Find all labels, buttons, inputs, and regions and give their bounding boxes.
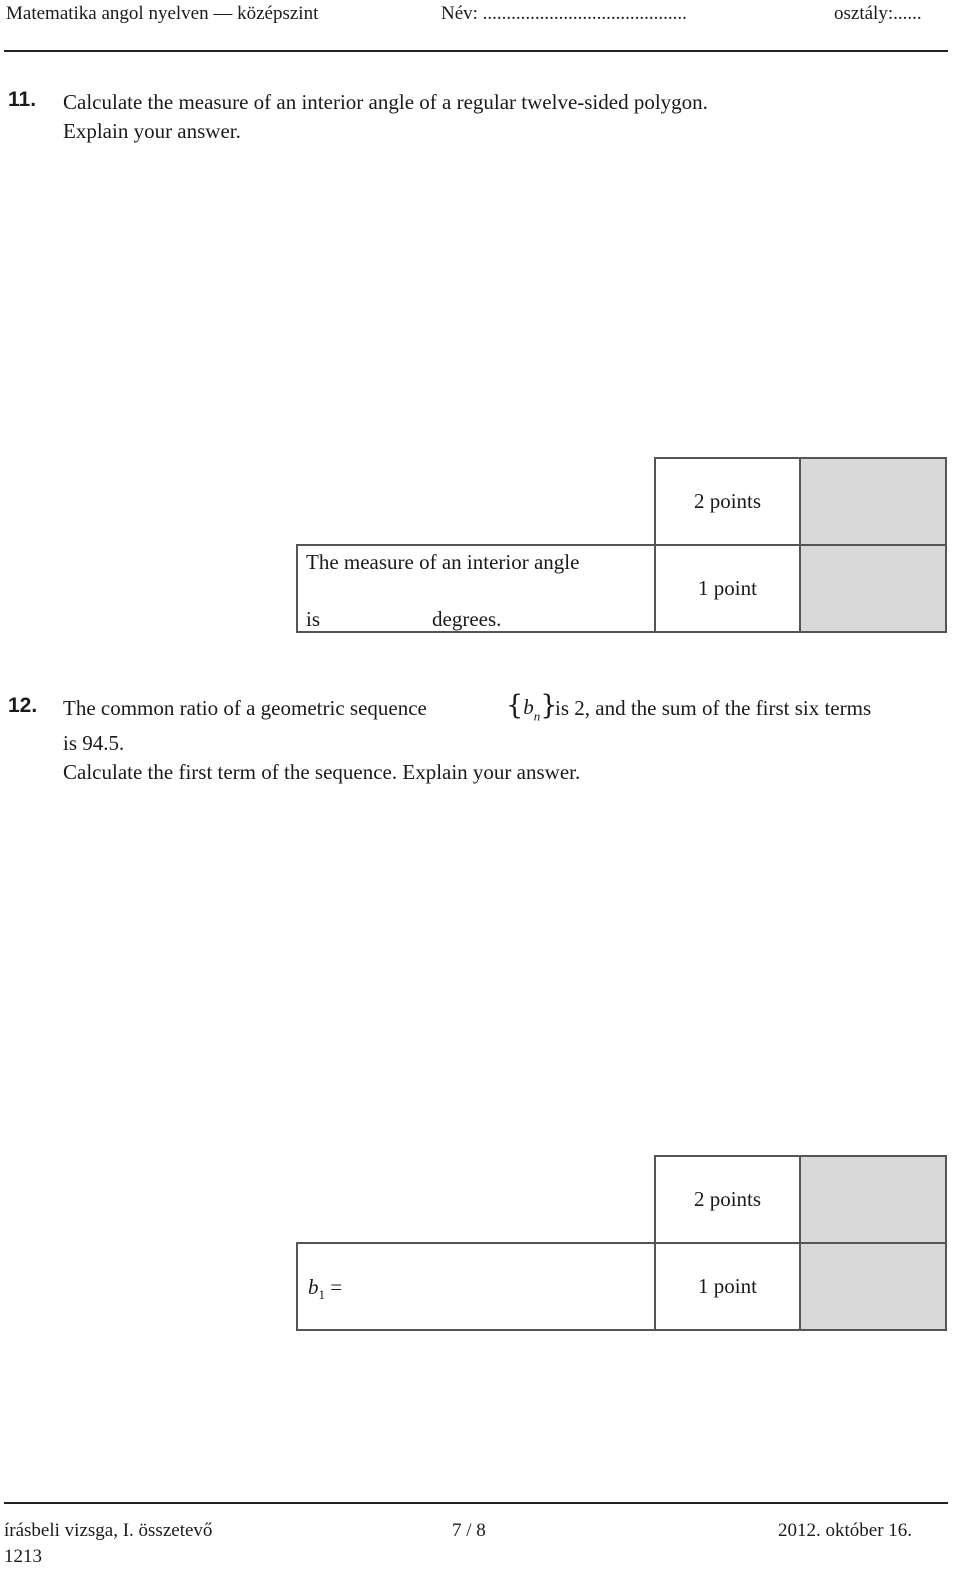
score-cell	[799, 1155, 947, 1244]
answer-variable: b	[308, 1275, 319, 1299]
equals-sign: =	[330, 1275, 343, 1299]
header-title: Matematika angol nyelven — középszint	[6, 3, 319, 24]
points-label: 2 points	[693, 1187, 762, 1211]
footer-exam-label: írásbeli vizsga, I. összetevő	[4, 1520, 213, 1541]
points-cell	[654, 457, 801, 546]
score-cell	[799, 1242, 947, 1331]
footer-code: 1213	[4, 1546, 42, 1567]
question-number: 12.	[8, 694, 38, 717]
footer-divider	[4, 1502, 948, 1504]
points-cell	[654, 1242, 801, 1331]
sequence-notation	[506, 688, 557, 733]
question-number: 11.	[8, 88, 37, 111]
left-brace: {	[506, 690, 524, 721]
answer-box[interactable]	[296, 1242, 656, 1331]
question-text: is 94.5.	[63, 731, 125, 755]
header-divider	[4, 50, 948, 52]
score-cell	[799, 544, 947, 633]
question-text: The common ratio of a geometric sequence	[63, 696, 427, 720]
answer-box[interactable]	[296, 544, 656, 633]
points-label: 2 points	[693, 489, 762, 513]
question-text: Explain your answer.	[63, 119, 241, 143]
footer-date: 2012. október 16.	[778, 1520, 913, 1541]
points-label: 1 point	[698, 1274, 757, 1298]
page-number: 7 / 8	[452, 1520, 486, 1541]
question-text: is 2, and the sum of the first six terms	[555, 696, 872, 720]
points-label: 1 point	[698, 576, 757, 600]
score-cell	[799, 457, 947, 546]
answer-subscript: 1	[318, 1287, 325, 1303]
answer-expression	[308, 1275, 342, 1303]
right-brace: }	[540, 690, 558, 721]
points-cell	[654, 1155, 801, 1244]
sequence-subscript: n	[533, 708, 541, 724]
answer-text: The measure of an interior angle	[306, 550, 580, 574]
header-class-field: osztály:......	[834, 3, 922, 24]
points-cell	[654, 544, 801, 633]
answer-unit: degrees.	[432, 607, 502, 631]
sequence-variable: b	[523, 695, 534, 719]
header-name-field: Név: ...........................................	[441, 3, 687, 24]
question-text: Calculate the first term of the sequence. Explain your answer.	[63, 760, 581, 784]
answer-text: is	[306, 607, 321, 631]
question-text: Calculate the measure of an interior angle of a regular twelve-sided polygon.	[63, 90, 708, 114]
